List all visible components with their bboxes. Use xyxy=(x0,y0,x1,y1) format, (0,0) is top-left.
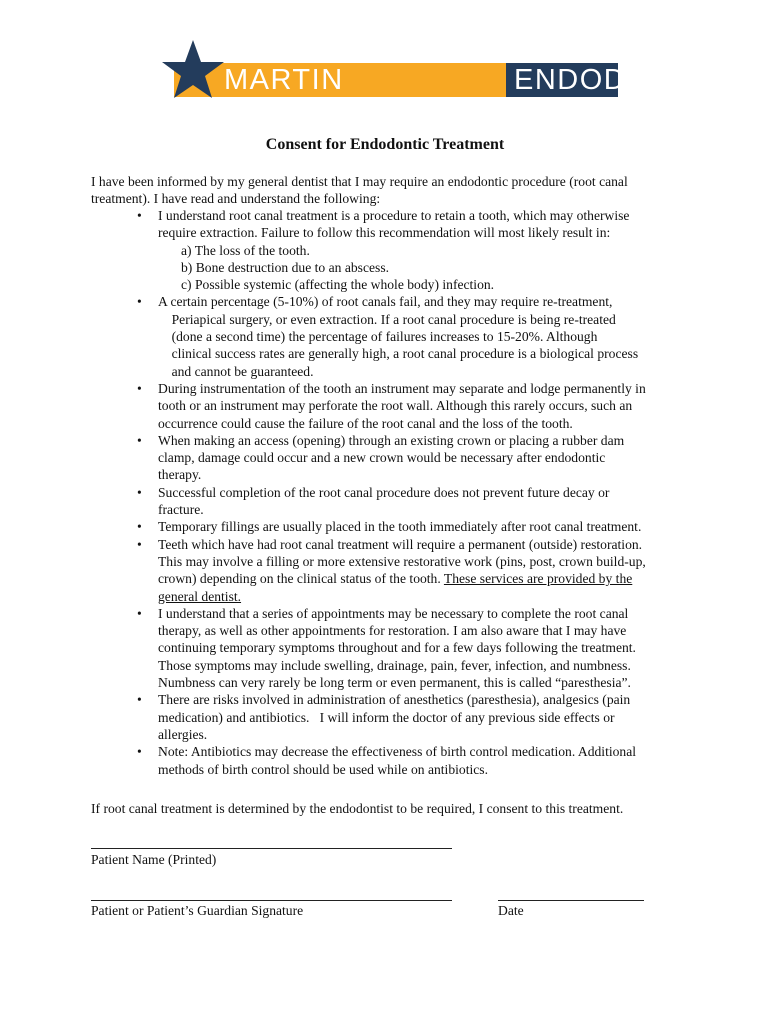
patient-name-label: Patient Name (Printed) xyxy=(91,852,217,867)
item-line: fracture. xyxy=(158,502,204,518)
bullet-icon: • xyxy=(137,294,142,310)
list-item xyxy=(137,484,698,519)
item-line: occurrence could cause the failure of the root canal and the loss of the tooth. xyxy=(158,415,573,431)
list-item xyxy=(137,432,698,484)
list-item xyxy=(137,536,698,605)
list-item xyxy=(137,691,698,743)
star-icon xyxy=(160,40,230,102)
bullet-icon: • xyxy=(137,519,142,535)
item-line: clamp, damage could occur and a new crown would be necessary after endodontic xyxy=(158,450,606,466)
list-item xyxy=(137,518,698,535)
item-text: crown) depending on the clinical status of the tooth. xyxy=(158,571,444,587)
item-line: Those symptoms may include swelling, drainage, pain, fever, infection, and numbness. xyxy=(158,657,631,673)
underlined-note: These services are provided by the xyxy=(443,571,633,587)
item-line: therapy. xyxy=(158,467,202,483)
consent-items-list xyxy=(137,207,698,778)
list-item xyxy=(137,380,698,432)
item-line: Periapical surgery, or even extraction. If a root canal procedure is being re-treated xyxy=(158,311,616,327)
bullet-icon: • xyxy=(137,744,142,760)
item-line: When making an access (opening) through an existing crown or placing a rubber dam xyxy=(158,432,625,448)
item-line: I understand that a series of appointments may be necessary to complete the root canal xyxy=(158,605,629,621)
item-line: medication) and antibiotics. I will inform the doctor of any previous side effects or xyxy=(158,709,615,725)
bullet-icon: • xyxy=(137,432,142,448)
bullet-icon: • xyxy=(137,536,142,552)
martin-endodontics-logo xyxy=(160,40,745,100)
list-item xyxy=(137,207,698,293)
item-line: (done a second time) the percentage of failures increases to 15-20%. Although xyxy=(158,329,598,345)
item-line: Temporary fillings are usually placed in the tooth immediately after root canal treatment. xyxy=(158,519,642,535)
item-line: require extraction. Failure to follow this recommendation will most likely result in: xyxy=(158,225,611,241)
intro-line: treatment). I have read and understand the following: xyxy=(91,191,381,207)
item-line: therapy, as well as other appointments for restoration. I am also aware that I may have xyxy=(158,623,627,639)
signature-line[interactable] xyxy=(91,900,452,901)
sub-item: a) The loss of the tooth. xyxy=(181,242,310,258)
item-line: allergies. xyxy=(158,726,208,742)
date-line[interactable] xyxy=(498,900,644,901)
bullet-icon: • xyxy=(137,208,142,223)
logo-brand-right: ENDODONTICS xyxy=(506,63,618,97)
bullet-icon: • xyxy=(137,605,142,621)
item-line: Teeth which have had root canal treatment will require a permanent (outside) restoration. xyxy=(158,536,643,552)
sub-item: c) Possible systemic (affecting the whole body) infection. xyxy=(181,277,495,293)
underlined-note: general dentist. xyxy=(158,588,242,604)
item-line: tooth or an instrument may perforate the root wall. Although this rarely occurs, such an xyxy=(158,398,633,414)
bullet-icon: • xyxy=(137,380,142,396)
bullet-icon: • xyxy=(137,484,142,500)
date-label: Date xyxy=(498,903,524,918)
document-title: Consent for Endodontic Treatment xyxy=(265,136,505,153)
item-line: continuing temporary symptoms throughout and for a few days following the treatment. xyxy=(158,640,636,656)
item-line: A certain percentage (5-10%) of root canals fail, and they may require re-treatment, xyxy=(158,294,613,310)
patient-name-line[interactable] xyxy=(91,848,452,849)
item-line: There are risks involved in administration of anesthetics (paresthesia), analgesics (pain xyxy=(158,692,631,708)
item-line: Note: Antibiotics may decrease the effectiveness of birth control medication. Additional xyxy=(158,744,637,760)
list-item xyxy=(137,293,698,379)
item-line: Numbness can very rarely be long term or even permanent, this is called “paresthesia”. xyxy=(158,675,631,691)
bullet-icon: • xyxy=(137,692,142,708)
item-line: I understand root canal treatment is a procedure to retain a tooth, which may otherwise xyxy=(158,208,630,223)
sub-item: b) Bone destruction due to an abscess. xyxy=(181,259,390,275)
item-line: and cannot be guaranteed. xyxy=(158,363,314,379)
consent-statement: If root canal treatment is determined by the endodontist to be required, I consent to this treatment. xyxy=(91,801,624,816)
intro-paragraph xyxy=(91,173,628,208)
logo-brand-left: MARTIN xyxy=(174,63,506,97)
intro-line: I have been informed by my general dentist that I may require an endodontic procedure (root canal xyxy=(91,174,628,189)
item-line: During instrumentation of the tooth an instrument may separate and lodge permanently in xyxy=(158,380,646,396)
list-item xyxy=(137,743,698,778)
signature-label: Patient or Patient’s Guardian Signature xyxy=(91,903,304,918)
item-line: methods of birth control should be used while on antibiotics. xyxy=(158,761,488,777)
item-line: clinical success rates are generally high, a root canal procedure is a biological process xyxy=(158,346,639,362)
item-line: Successful completion of the root canal procedure does not prevent future decay or xyxy=(158,484,610,500)
item-line: This may involve a filling or more extensive restorative work (pins, post, crown build-up, xyxy=(158,553,646,569)
list-item xyxy=(137,605,698,691)
item-line xyxy=(158,570,698,587)
